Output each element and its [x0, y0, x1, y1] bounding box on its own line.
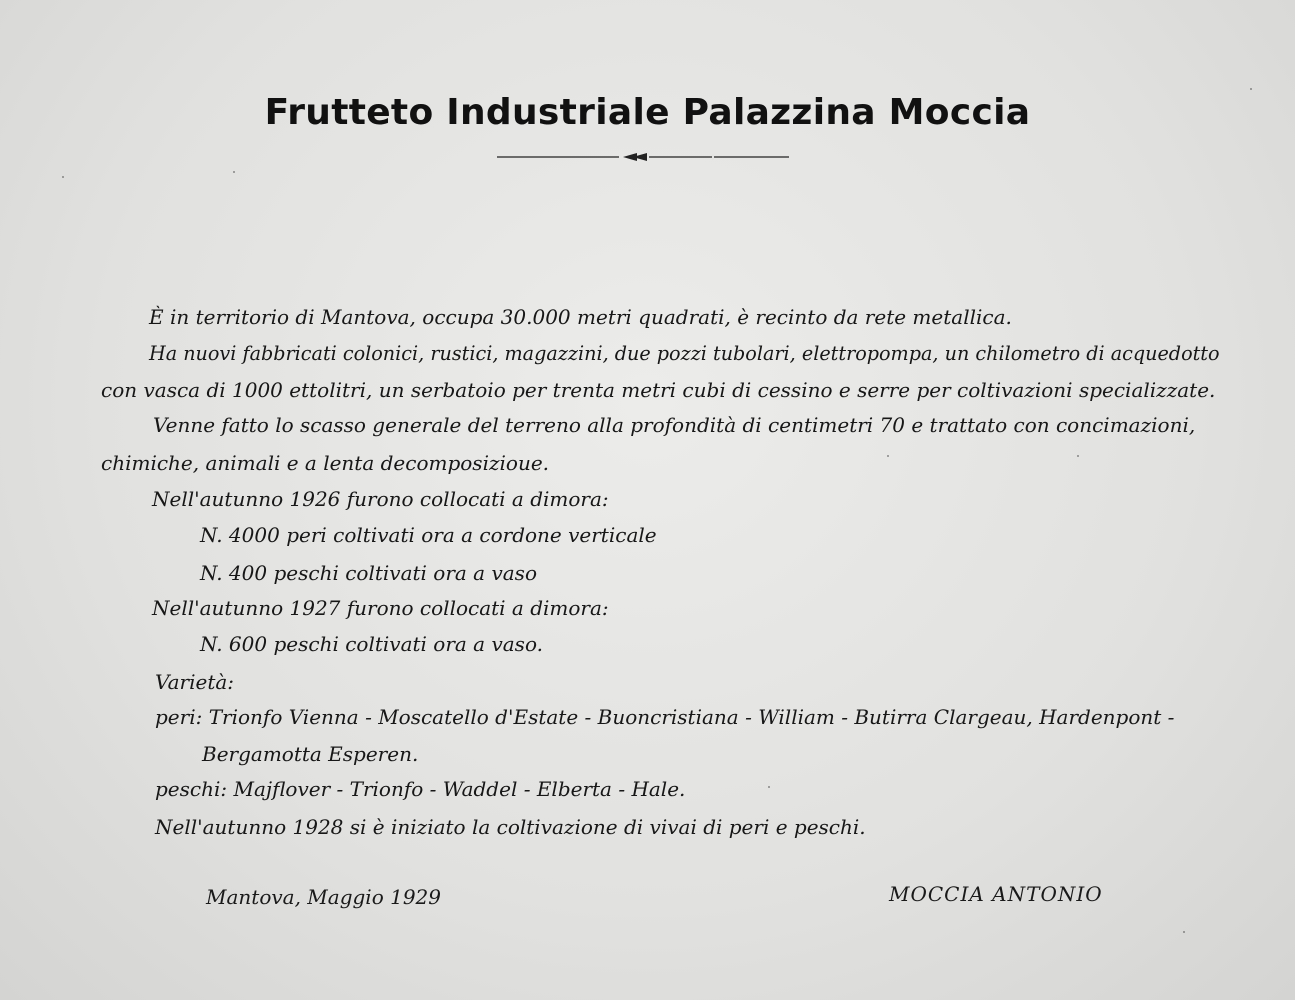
paper-speck [233, 171, 235, 173]
paper-speck [887, 455, 889, 457]
body-line: Bergamotta Esperen. [202, 742, 419, 766]
body-line: Nell'autunno 1926 furono collocati a dimora: [152, 487, 609, 511]
document-title: Frutteto Industriale Palazzina Moccia [264, 92, 1031, 133]
paper-speck [1250, 88, 1252, 90]
body-line: N. 400 peschi coltivati ora a vaso [200, 561, 537, 585]
paper-speck [768, 786, 770, 788]
body-line: Venne fatto lo scasso generale del terreno alla profondità di centimetri 70 e trattato con concimazioni, [153, 413, 1196, 437]
body-line: È in territorio di Mantova, occupa 30.000 metri quadrati, è recinto da rete metallica. [149, 305, 1012, 329]
signature: MOCCIA ANTONIO [889, 882, 1103, 906]
decorative-divider [497, 150, 789, 164]
body-line: con vasca di 1000 ettolitri, un serbatoio per trenta metri cubi di cessino e serre per coltivazioni specializzate. [101, 378, 1216, 402]
paper-speck [62, 176, 64, 178]
body-line: Varietà: [155, 670, 235, 694]
body-line: Ha nuovi fabbricati colonici, rustici, magazzini, due pozzi tubolari, elettropompa, un chilometro di acquedotto [149, 341, 1220, 365]
body-line: chimiche, animali e a lenta decomposizioue. [101, 451, 550, 475]
place-date: Mantova, Maggio 1929 [206, 885, 441, 909]
paper-speck [1183, 931, 1185, 933]
paper-speck [1077, 455, 1079, 457]
body-line: peschi: Majflover - Trionfo - Waddel - Elberta - Hale. [155, 777, 686, 801]
body-line: peri: Trionfo Vienna - Moscatello d'Estate - Buoncristiana - William - Butirra Clargeau, Hardenpont - [155, 705, 1175, 729]
body-line: Nell'autunno 1927 furono collocati a dimora: [152, 596, 609, 620]
body-line: N. 600 peschi coltivati ora a vaso. [200, 632, 543, 656]
body-line: Nell'autunno 1928 si è iniziato la coltivazione di vivai di peri e peschi. [155, 815, 866, 839]
body-line: N. 4000 peri coltivati ora a cordone verticale [200, 523, 657, 547]
